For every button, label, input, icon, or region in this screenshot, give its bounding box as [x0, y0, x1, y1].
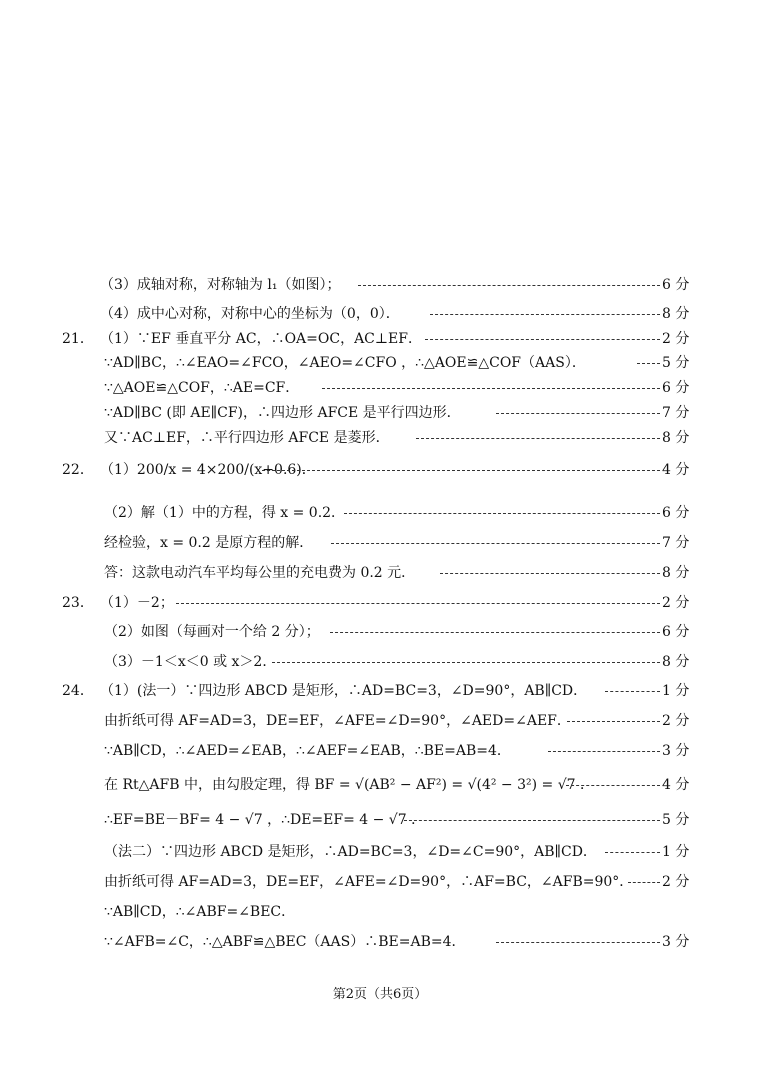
question-number: 23． — [62, 595, 94, 611]
answer-line — [0, 401, 760, 425]
answer-line — [0, 709, 760, 733]
leader-dots — [344, 513, 660, 514]
leader-dots — [566, 785, 660, 786]
leader-dots — [272, 662, 660, 663]
leader-dots — [567, 721, 660, 722]
answer-text: 答：这款电动汽车平均每公里的充电费为 0.2 元． — [104, 565, 416, 581]
answer-line — [0, 426, 760, 450]
score-label: 2 分 — [662, 874, 690, 890]
score-label: 4 分 — [662, 777, 690, 793]
score-label: 6 分 — [662, 505, 690, 521]
answer-text: （3）－1＜x＜0 或 x＞2． — [104, 654, 277, 670]
answer-line — [0, 739, 760, 763]
leader-dots — [430, 314, 660, 315]
answer-line — [0, 679, 760, 703]
leader-dots — [440, 573, 660, 574]
score-label: 5 分 — [662, 355, 690, 371]
score-label: 7 分 — [662, 405, 690, 421]
score-label: 6 分 — [662, 277, 690, 293]
answer-text: （2）解（1）中的方程，得 x = 0.2． — [104, 505, 346, 521]
question-number: 24． — [62, 683, 94, 699]
score-label: 7 分 — [662, 535, 690, 551]
answer-text: （3）成轴对称，对称轴为 l₁（如图）； — [100, 277, 341, 293]
leader-dots — [425, 339, 660, 340]
answer-text: （1）－2； — [100, 595, 174, 611]
score-label: 8 分 — [662, 306, 690, 322]
answer-line — [0, 561, 760, 585]
answer-line — [0, 773, 760, 797]
answer-text: ∴EF=BE－BF= 4 − √7 ，∴DE=EF= 4 − √7 ． — [104, 812, 426, 828]
answer-line — [0, 351, 760, 375]
score-label: 3 分 — [662, 934, 690, 950]
question-number: 21． — [62, 331, 94, 347]
score-label: 2 分 — [662, 595, 690, 611]
leader-dots — [262, 470, 660, 471]
leader-dots — [330, 632, 660, 633]
answer-line — [0, 870, 760, 894]
leader-dots — [605, 691, 660, 692]
answer-text: （4）成中心对称，对称中心的坐标为（0，0）． — [100, 306, 400, 322]
leader-dots — [416, 438, 660, 439]
answer-text: ∵AB∥CD，∴∠AED=∠EAB，∴∠AEF=∠EAB，∴BE=AB=4． — [104, 743, 511, 759]
leader-dots — [176, 603, 660, 604]
answer-line — [0, 591, 760, 615]
answer-text: 由折纸可得 AF=AD=3，DE=EF，∠AFE=∠D=90°，∠AED=∠AEF． — [104, 713, 571, 729]
score-label: 8 分 — [662, 430, 690, 446]
score-label: 2 分 — [662, 713, 690, 729]
score-label: 1 分 — [662, 683, 690, 699]
answer-text: （法二）∵四边形 ABCD 是矩形，∴AD=BC=3，∠D=∠C=90°，AB∥CD． — [104, 844, 597, 860]
answer-line — [0, 930, 760, 954]
answer-text: （1）(法一）∵四边形 ABCD 是矩形，∴AD=BC=3，∠D=90°，AB∥CD． — [100, 683, 588, 699]
leader-dots — [628, 882, 660, 883]
leader-dots — [496, 413, 660, 414]
leader-dots — [605, 852, 660, 853]
score-label: 2 分 — [662, 331, 690, 347]
answer-line — [0, 302, 760, 326]
answer-text: ∵AB∥CD，∴∠ABF=∠BEC． — [104, 904, 296, 920]
answer-text: （1）200/x = 4×200/(x+0.6)． — [100, 462, 316, 478]
question-number: 22． — [62, 462, 94, 478]
answer-text: ∵AD∥BC，∴∠EAO=∠FCO，∠AEO=∠CFO ，∴△AOE≌△COF（AAS）． — [104, 355, 586, 371]
answer-text: 在 Rt△AFB 中，由勾股定理，得 BF = √(AB² − AF²) = √(4² − 3²) = √7 ． — [104, 777, 595, 793]
answer-line — [0, 650, 760, 674]
leader-dots — [322, 388, 660, 389]
leader-dots — [358, 285, 660, 286]
score-label: 8 分 — [662, 654, 690, 670]
answer-text: ∵△AOE≌△COF，∴AE=CF． — [104, 380, 300, 396]
answer-line — [0, 273, 760, 297]
leader-dots — [331, 543, 660, 544]
leader-dots — [637, 363, 660, 364]
answer-text: 经检验，x = 0.2 是原方程的解． — [104, 535, 314, 551]
answer-line — [0, 531, 760, 555]
answer-line — [0, 501, 760, 525]
answer-line — [0, 620, 760, 644]
answer-text: ∵∠AFB=∠C，∴△ABF≌△BEC（AAS）∴BE=AB=4． — [104, 934, 466, 950]
answer-text: （2）如图（每画对一个给 2 分）； — [104, 624, 320, 640]
answer-line — [0, 808, 760, 832]
score-label: 8 分 — [662, 565, 690, 581]
score-label: 1 分 — [662, 844, 690, 860]
answer-line — [0, 840, 760, 864]
score-label: 5 分 — [662, 812, 690, 828]
leader-dots — [404, 820, 660, 821]
answer-line — [0, 458, 760, 482]
score-label: 3 分 — [662, 743, 690, 759]
answer-text: 由折纸可得 AF=AD=3，DE=EF，∠AFE=∠D=90°，∴AF=BC，∠AFB=90°． — [104, 874, 634, 890]
score-label: 4 分 — [662, 462, 690, 478]
answer-text: （1）∵EF 垂直平分 AC，∴OA=OC，AC⊥EF． — [100, 331, 422, 347]
score-label: 6 分 — [662, 624, 690, 640]
score-label: 6 分 — [662, 380, 690, 396]
page-footer: 第2页（共6页） — [332, 987, 428, 1002]
answer-line — [0, 327, 760, 351]
answer-text: 又∵AC⊥EF，∴平行四边形 AFCE 是菱形． — [104, 430, 390, 446]
answer-text: ∵AD∥BC (即 AE∥CF)，∴四边形 AFCE 是平行四边形． — [104, 405, 461, 421]
leader-dots — [496, 942, 660, 943]
answer-line — [0, 900, 760, 924]
answer-line — [0, 376, 760, 400]
leader-dots — [548, 751, 660, 752]
